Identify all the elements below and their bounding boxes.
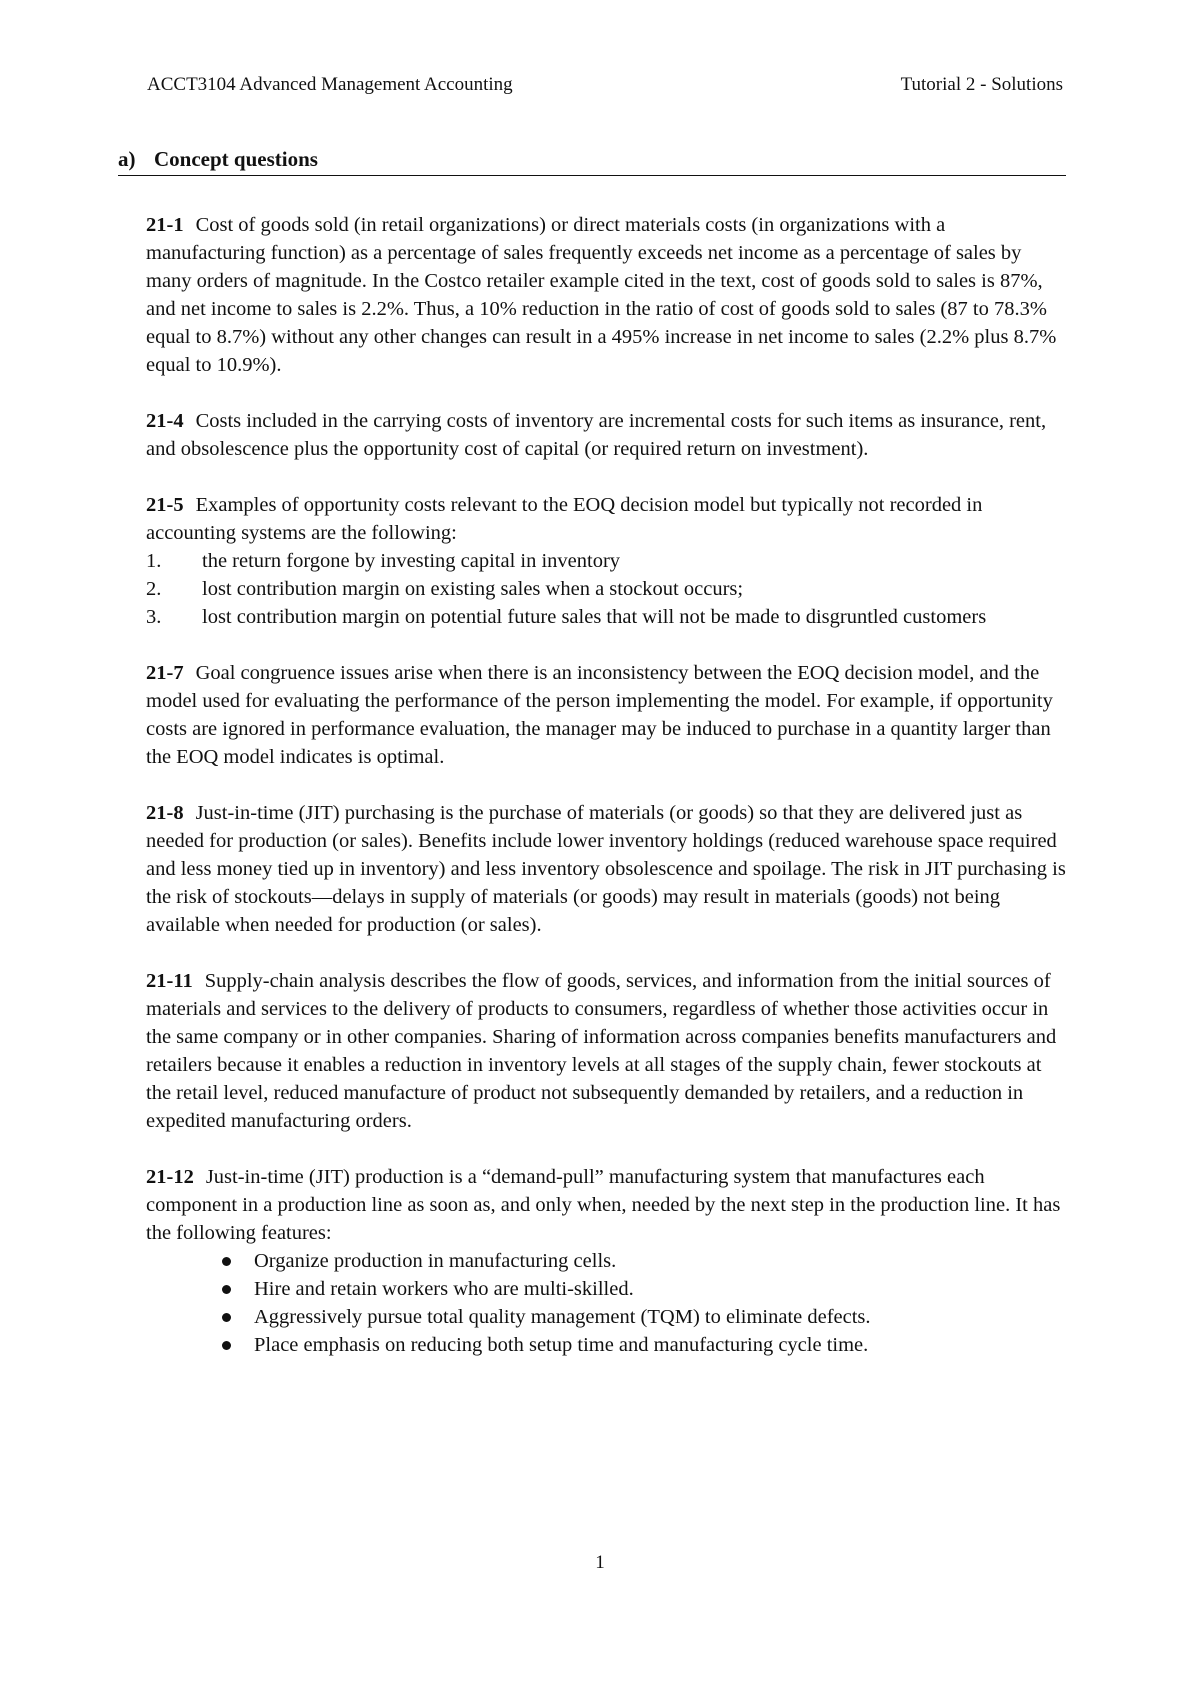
answer-21-5 [146,491,1068,631]
question-number: 21-7 [146,662,184,684]
answer-paragraph [146,799,1068,939]
answer-21-7 [146,659,1068,771]
question-number: 21-4 [146,410,184,432]
list-item-number: 1. [146,550,162,572]
list-item-text: lost contribution margin on potential future sales that will not be made to disgruntled customers [202,606,987,628]
list-item [146,547,1068,575]
answer-text: Cost of goods sold (in retail organizations) or direct materials costs (in organizations with a manufacturing function) as a percentage of sales frequently exceeds net income as a percentage of sales by many orders of magnitude. In the Costco retailer example cited in the text, cost of goods sold to sales is 87%, and net income to sales is 2.2%. Thus, a 10% reduction in the ratio of cost of goods sold to sales (87 to 78.3% equal to 8.7%) without any other changes can result in a 495% increase in net income to sales (2.2% plus 8.7% equal to 10.9%). [146,214,1057,376]
document-title: Tutorial 2 - Solutions [900,74,1063,95]
list-item [146,603,1068,631]
answer-21-8 [146,799,1068,939]
bullet-text: Aggressively pursue total quality management (TQM) to eliminate defects. [254,1306,871,1328]
question-number: 21-5 [146,494,184,516]
bullet-item [220,1303,1068,1331]
bullet-icon [222,1257,231,1266]
answer-text: Examples of opportunity costs relevant to the EOQ decision model but typically not recorded in accounting systems are the following: [146,494,983,544]
document-body [146,211,1068,1387]
answer-21-11 [146,967,1068,1135]
section-marker: a) [118,147,136,171]
bullet-text: Place emphasis on reducing both setup time and manufacturing cycle time. [254,1334,869,1356]
bullet-icon [222,1313,231,1322]
answer-21-12 [146,1163,1068,1359]
bullet-text: Organize production in manufacturing cells. [254,1250,617,1272]
answer-text: Goal congruence issues arise when there is an inconsistency between the EOQ decision model, and the model used for evaluating the performance of the person implementing the model. For example, if opportunity costs are ignored in performance evaluation, the manager may be induced to purchase in a quantity larger than the EOQ model indicates is optimal. [146,662,1053,768]
question-number: 21-1 [146,214,184,236]
bullet-icon [222,1341,231,1350]
list-item-text: lost contribution margin on existing sales when a stockout occurs; [202,578,744,600]
answer-paragraph [146,211,1068,379]
answer-text: Supply-chain analysis describes the flow of goods, services, and information from the initial sources of materials and services to the delivery of products to consumers, regardless of whether those activities occur in the same company or in other companies. Sharing of information across companies benefits manufacturers and retailers because it enables a reduction in inventory levels at all stages of the supply chain, fewer stockouts at the retail level, reduced manufacture of product not subsequently demanded by retailers, and a reduction in expedited manufacturing orders. [146,970,1057,1132]
question-number: 21-11 [146,970,193,992]
list-item-number: 3. [146,606,162,628]
answer-text: Just-in-time (JIT) purchasing is the purchase of materials (or goods) so that they are delivered just as needed for production (or sales). Benefits include lower inventory holdings (reduced warehouse space required and less money tied up in inventory) and less inventory obsolescence and spoilage. The risk in JIT purchasing is the risk of stockouts—delays in supply of materials (or goods) may result in materials (goods) not being available when needed for production (or sales). [146,802,1066,936]
section-heading [118,145,1066,176]
question-number: 21-8 [146,802,184,824]
answer-21-4 [146,407,1068,463]
list-item [146,575,1068,603]
list-item-number: 2. [146,578,162,600]
bullet-text: Hire and retain workers who are multi-skilled. [254,1278,634,1300]
answer-paragraph [146,491,1068,547]
answer-text: Just-in-time (JIT) production is a “demand-pull” manufacturing system that manufactures each component in a production line as soon as, and only when, needed by the next step in the production line. It has the following features: [146,1166,1061,1244]
page-number: 1 [595,1552,605,1573]
bullet-icon [222,1285,231,1294]
answer-paragraph [146,407,1068,463]
running-header [147,72,1063,98]
list-item-text: the return forgone by investing capital in inventory [202,550,621,572]
bullet-item [220,1275,1068,1303]
bullet-list [146,1247,1068,1359]
answer-paragraph [146,659,1068,771]
numbered-list [146,547,1068,631]
answer-paragraph [146,1163,1068,1247]
question-number: 21-12 [146,1166,194,1188]
bullet-item [220,1331,1068,1359]
section-title: Concept questions [154,147,318,171]
bullet-item [220,1247,1068,1275]
course-title: ACCT3104 Advanced Management Accounting [147,74,513,95]
answer-21-1 [146,211,1068,379]
answer-text: Costs included in the carrying costs of inventory are incremental costs for such items as insurance, rent, and obsolescence plus the opportunity cost of capital (or required return on investment). [146,410,1047,460]
answer-paragraph [146,967,1068,1135]
